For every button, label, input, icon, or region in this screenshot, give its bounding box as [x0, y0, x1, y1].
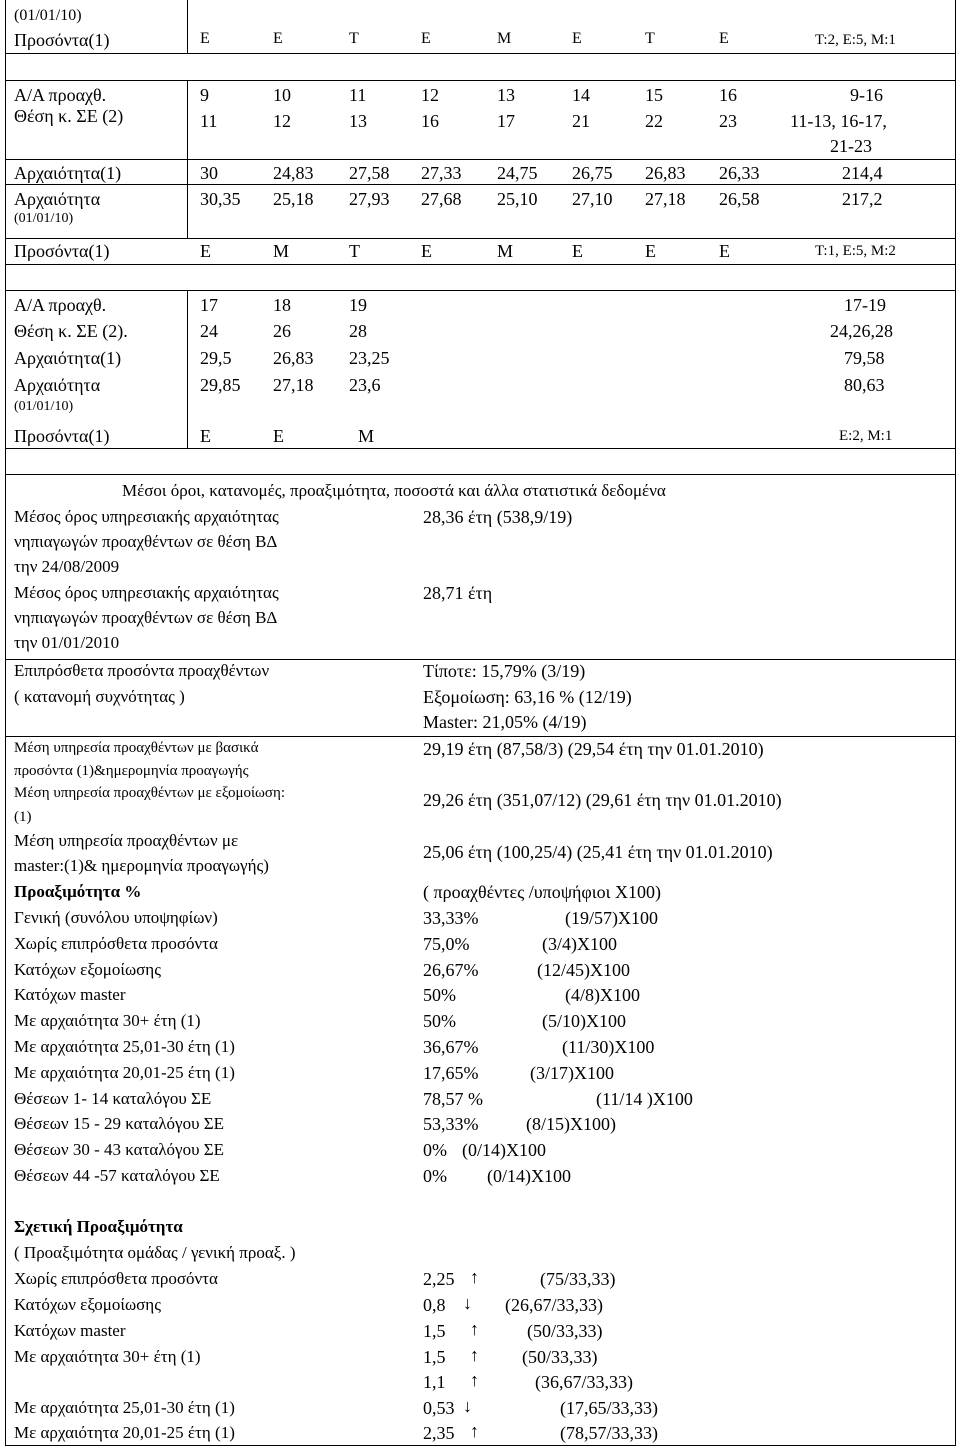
cell: 24,83: [273, 163, 314, 183]
col-rule: [187, 290, 188, 448]
cell: 11: [349, 85, 367, 105]
row-summary: 79,58: [844, 348, 885, 368]
cell: 13: [497, 85, 515, 105]
prox-row-calc: (19/57)Χ100: [565, 908, 658, 928]
stat-label: (1): [14, 809, 32, 825]
prox-row-label: Θέσεων 30 - 43 καταλόγου ΣΕ: [14, 1140, 225, 1160]
cell: Ε: [719, 30, 729, 47]
prox-row-label: Κατόχων master: [14, 985, 126, 1005]
stat-value: 25,06 έτη (100,25/4) (25,41 έτη την 01.01.2010): [423, 842, 773, 862]
prox-row-calc: (4/8)Χ100: [565, 985, 640, 1006]
cell: 26: [273, 321, 291, 341]
arrow-up-icon: ↑: [470, 1267, 479, 1287]
stat-value: 28,36 έτη (538,9/19): [423, 507, 573, 527]
prox-row-pct: 0%: [423, 1166, 447, 1186]
cell: 28: [349, 321, 367, 341]
cell: 27,68: [421, 189, 462, 209]
row-label-arx1: Αρχαιότητα(1): [14, 348, 122, 368]
prox-row-pct: 53,33%: [423, 1114, 479, 1135]
stat-label: Μέσος όρος υπηρεσιακής αρχαιότητας: [14, 507, 279, 526]
prox-row-pct: 36,67%: [423, 1037, 479, 1057]
prox-row-calc: (11/14 )Χ100: [596, 1088, 693, 1109]
cell: 27,93: [349, 189, 390, 209]
prox-row-calc: (0/14)Χ100: [487, 1166, 571, 1186]
rel-row-value: 1,5: [423, 1347, 446, 1367]
cell: 26,83: [273, 348, 314, 368]
stat-label: την 01/01/2010: [14, 633, 120, 652]
cell: 10: [273, 85, 291, 105]
cell: 29,5: [200, 348, 232, 368]
prox-row-calc: (3/17)Χ100: [530, 1062, 614, 1083]
rel-row-calc: (17,65/33,33): [560, 1398, 658, 1418]
cell: 27,10: [572, 189, 613, 209]
cell: Ε: [200, 426, 211, 446]
row-summary: 9-16: [850, 85, 883, 105]
row-label-thesi: Θέση κ. ΣΕ (2): [14, 106, 124, 126]
stat-label: Μέσος όρος υπηρεσιακής αρχαιότητας: [14, 583, 279, 602]
cell: 23,25: [349, 348, 390, 368]
cell: Ε: [200, 241, 211, 261]
arrow-up-icon: ↑: [470, 1370, 479, 1390]
stat-label: Μέση υπηρεσία προαχθέντων με: [14, 831, 239, 850]
cell: Μ: [273, 241, 290, 261]
stat-label: ( κατανομή συχνότητας ): [14, 687, 185, 706]
prox-row-label: Γενική (συνόλου υποψηφίων): [14, 908, 218, 927]
row-label-arx2: Αρχαιότητα: [14, 375, 101, 395]
rule: [5, 80, 956, 81]
prox-row-calc: (8/15)Χ100): [526, 1114, 616, 1135]
rel-row-calc: (78,57/33,33): [560, 1423, 658, 1443]
prox-title: Προαξιμότητα %: [14, 882, 142, 901]
rel-row-value: 2,35: [423, 1423, 455, 1443]
cell: 13: [349, 111, 367, 131]
row-summary: 217,2: [842, 189, 883, 209]
prox-row-pct: 0%: [423, 1140, 447, 1161]
row-summary: 214,4: [842, 163, 883, 183]
prox-row-label: Χωρίς επιπρόσθετα προσόντα: [14, 933, 218, 953]
cell: Ε: [273, 30, 283, 47]
rel-row-label: Κατόχων εξομοίωσης: [14, 1295, 161, 1314]
prox-row-label: Θέσεων 1- 14 καταλόγου ΣΕ: [14, 1088, 212, 1108]
row-label-aa: Α/Α προαχθ.: [14, 85, 107, 105]
rule: [5, 264, 956, 265]
rule: [5, 290, 956, 291]
cell: Ε: [421, 30, 431, 47]
rule: [5, 238, 956, 239]
cell: Μ: [358, 426, 375, 446]
stat-value: Τίποτε: 15,79% (3/19): [423, 661, 586, 681]
row-label-arx2-date: (01/01/10): [14, 399, 74, 414]
row-label-thesi: Θέση κ. ΣΕ (2).: [14, 321, 128, 341]
row-label-aa: Α/Α προαχθ.: [14, 295, 107, 315]
cell: Ε: [200, 30, 210, 47]
arrow-down-icon: ↓: [463, 1293, 472, 1313]
cell: Μ: [497, 30, 512, 47]
prox-row-pct: 26,67%: [423, 959, 479, 980]
row-summary: 80,63: [844, 375, 885, 395]
cell: Ε: [273, 426, 284, 446]
rel-row-value: 0,53: [423, 1398, 455, 1418]
prox-row-pct: 17,65%: [423, 1062, 479, 1083]
cell: Ε: [719, 241, 730, 261]
cell: 25,10: [497, 189, 538, 209]
rel-row-label: Χωρίς επιπρόσθετα προσόντα: [14, 1269, 218, 1288]
rel-row-label: Με αρχαιότητα 20,01-25 έτη (1): [14, 1423, 235, 1442]
prox-row-pct: 75,0%: [423, 933, 470, 954]
row-label-arx2: Αρχαιότητα: [14, 189, 101, 209]
stat-value: Εξομοίωση: 63,16 % (12/19): [423, 687, 632, 707]
stat-value: 29,19 έτη (87,58/3) (29,54 έτη την 01.01.2010): [423, 739, 764, 759]
cell: 19: [349, 295, 367, 315]
prox-row-pct: 78,57 %: [423, 1088, 483, 1109]
cell: 12: [273, 111, 291, 131]
rel-note: ( Προαξιμότητα ομάδας / γενική προαξ. ): [14, 1243, 296, 1262]
cell: 26,33: [719, 163, 760, 183]
prox-row-pct: 50%: [423, 1011, 456, 1032]
rel-row-calc: (50/33,33): [522, 1347, 598, 1367]
rule: [5, 184, 956, 185]
col-rule: [187, 80, 188, 238]
stat-label: την 24/08/2009: [14, 557, 120, 576]
arrow-up-icon: ↑: [470, 1319, 479, 1339]
rel-row-label: Με αρχαιότητα 30+ έτη (1): [14, 1347, 201, 1366]
cell: Τ: [349, 241, 360, 261]
rel-row-calc: (50/33,33): [527, 1321, 603, 1341]
prox-row-calc: (12/45)Χ100: [537, 959, 630, 980]
arrow-up-icon: ↑: [470, 1345, 479, 1365]
prox-row-label: Με αρχαιότητα 20,01-25 έτη (1): [14, 1062, 235, 1082]
row-summary: 24,26,28: [830, 321, 893, 341]
cell-label: (01/01/10): [14, 7, 82, 24]
stat-value: Master: 21,05% (4/19): [423, 712, 587, 732]
prox-row-calc: (11/30)Χ100: [562, 1037, 655, 1057]
prox-row-pct: 33,33%: [423, 908, 479, 928]
cell: 15: [645, 85, 663, 105]
rel-row-calc: (75/33,33): [540, 1269, 616, 1289]
cell: 30: [200, 163, 218, 183]
row-label-arx1: Αρχαιότητα(1): [14, 163, 122, 183]
cell: 23: [719, 111, 737, 131]
row-label-prosonta: Προσόντα(1): [14, 426, 110, 446]
cell: 23,6: [349, 375, 381, 395]
rule: [5, 159, 956, 160]
cell: 14: [572, 85, 590, 105]
arrow-up-icon: ↑: [470, 1421, 479, 1441]
cell: Ε: [572, 241, 583, 261]
row-summary: 17-19: [844, 295, 886, 315]
stat-label: νηπιαγωγών προαχθέντων σε θέση ΒΔ: [14, 608, 278, 627]
rel-row-label: Με αρχαιότητα 25,01-30 έτη (1): [14, 1398, 235, 1417]
section-title: Μέσοι όροι, κατανομές, προαξιμότητα, ποσοστά και άλλα στατιστικά δεδομένα: [122, 481, 666, 500]
row-summary: 11-13, 16-17,: [790, 111, 887, 131]
row-label-arx2-date: (01/01/10): [14, 211, 74, 226]
prox-row-label: Με αρχαιότητα 30+ έτη (1): [14, 1011, 201, 1031]
rule: [5, 659, 956, 660]
cell: 27,18: [273, 375, 314, 395]
cell: 25,18: [273, 189, 314, 209]
cell: Ε: [572, 30, 582, 47]
cell: 26,75: [572, 163, 613, 183]
stat-label: Μέση υπηρεσία προαχθέντων με βασικά: [14, 740, 259, 756]
cell: Ε: [645, 241, 656, 261]
cell: Τ: [645, 30, 655, 47]
stat-value: 29,26 έτη (351,07/12) (29,61 έτη την 01.01.2010): [423, 790, 782, 810]
cell: 24,75: [497, 163, 538, 183]
cell: 16: [719, 85, 737, 105]
stat-label: νηπιαγωγών προαχθέντων σε θέση ΒΔ: [14, 532, 278, 551]
row-summary: 21-23: [830, 136, 872, 156]
rule: [5, 448, 956, 449]
cell: 16: [421, 111, 439, 131]
cell: 12: [421, 85, 439, 105]
col-rule: [187, 0, 188, 53]
cell: 9: [200, 85, 209, 105]
row-summary: Τ:2, Ε:5, Μ:1: [815, 32, 896, 48]
rel-row-label: Κατόχων master: [14, 1321, 126, 1340]
row-summary: Τ:1, Ε:5, Μ:2: [815, 243, 896, 259]
cell: 27,18: [645, 189, 686, 209]
cell: Τ: [349, 30, 359, 47]
rule: [5, 736, 956, 737]
prox-row-calc: (0/14)Χ100: [462, 1140, 546, 1161]
cell: 11: [200, 111, 218, 131]
cell: 30,35: [200, 189, 241, 209]
rel-row-value: 0,8: [423, 1295, 446, 1315]
row-summary: Ε:2, Μ:1: [839, 428, 893, 444]
row-label-prosonta: Προσόντα(1): [14, 241, 110, 261]
cell: 27,33: [421, 163, 462, 183]
cell: 26,58: [719, 189, 760, 209]
cell: Ε: [421, 241, 432, 261]
rule: [5, 53, 956, 54]
stat-label: master:(1)& ημερομηνία προαγωγής): [14, 856, 269, 875]
prox-row-label: Κατόχων εξομοίωσης: [14, 959, 161, 979]
rel-row-value: 1,5: [423, 1321, 446, 1341]
cell: 26,83: [645, 163, 686, 183]
rule: [5, 474, 956, 475]
stat-label: Μέση υπηρεσία προαχθέντων με εξομοίωση:: [14, 785, 286, 801]
stat-value: 28,71 έτη: [423, 583, 493, 603]
cell: 22: [645, 111, 663, 131]
cell: 29,85: [200, 375, 241, 395]
prox-note: ( προαχθέντες /υποψήφιοι Χ100): [423, 882, 661, 902]
row-label-prosonta: Προσόντα(1): [14, 30, 110, 50]
rel-row-value: 2,25: [423, 1269, 455, 1289]
prox-row-calc: (5/10)Χ100: [542, 1011, 626, 1032]
rel-row-calc: (26,67/33,33): [505, 1295, 603, 1315]
cell: 21: [572, 111, 590, 131]
cell: 17: [497, 111, 515, 131]
prox-row-pct: 50%: [423, 985, 456, 1006]
arrow-down-icon: ↓: [463, 1396, 472, 1416]
rel-title: Σχετική Προαξιμότητα: [14, 1217, 183, 1236]
prox-row-calc: (3/4)Χ100: [542, 933, 617, 954]
cell: 24: [200, 321, 218, 341]
prox-row-label: Θέσεων 15 - 29 καταλόγου ΣΕ: [14, 1114, 225, 1134]
cell: 17: [200, 295, 218, 315]
stat-label: Επιπρόσθετα προσόντα προαχθέντων: [14, 661, 270, 680]
cell: 27,58: [349, 163, 390, 183]
cell: Μ: [497, 241, 514, 261]
prox-row-label: Θέσεων 44 -57 καταλόγου ΣΕ: [14, 1166, 220, 1185]
stat-label: προσόντα (1)&ημερομηνία προαγωγής: [14, 763, 249, 779]
rel-row-value: 1,1: [423, 1372, 446, 1392]
cell: 18: [273, 295, 291, 315]
prox-row-label: Με αρχαιότητα 25,01-30 έτη (1): [14, 1037, 235, 1056]
rel-row-calc: (36,67/33,33): [535, 1372, 633, 1392]
